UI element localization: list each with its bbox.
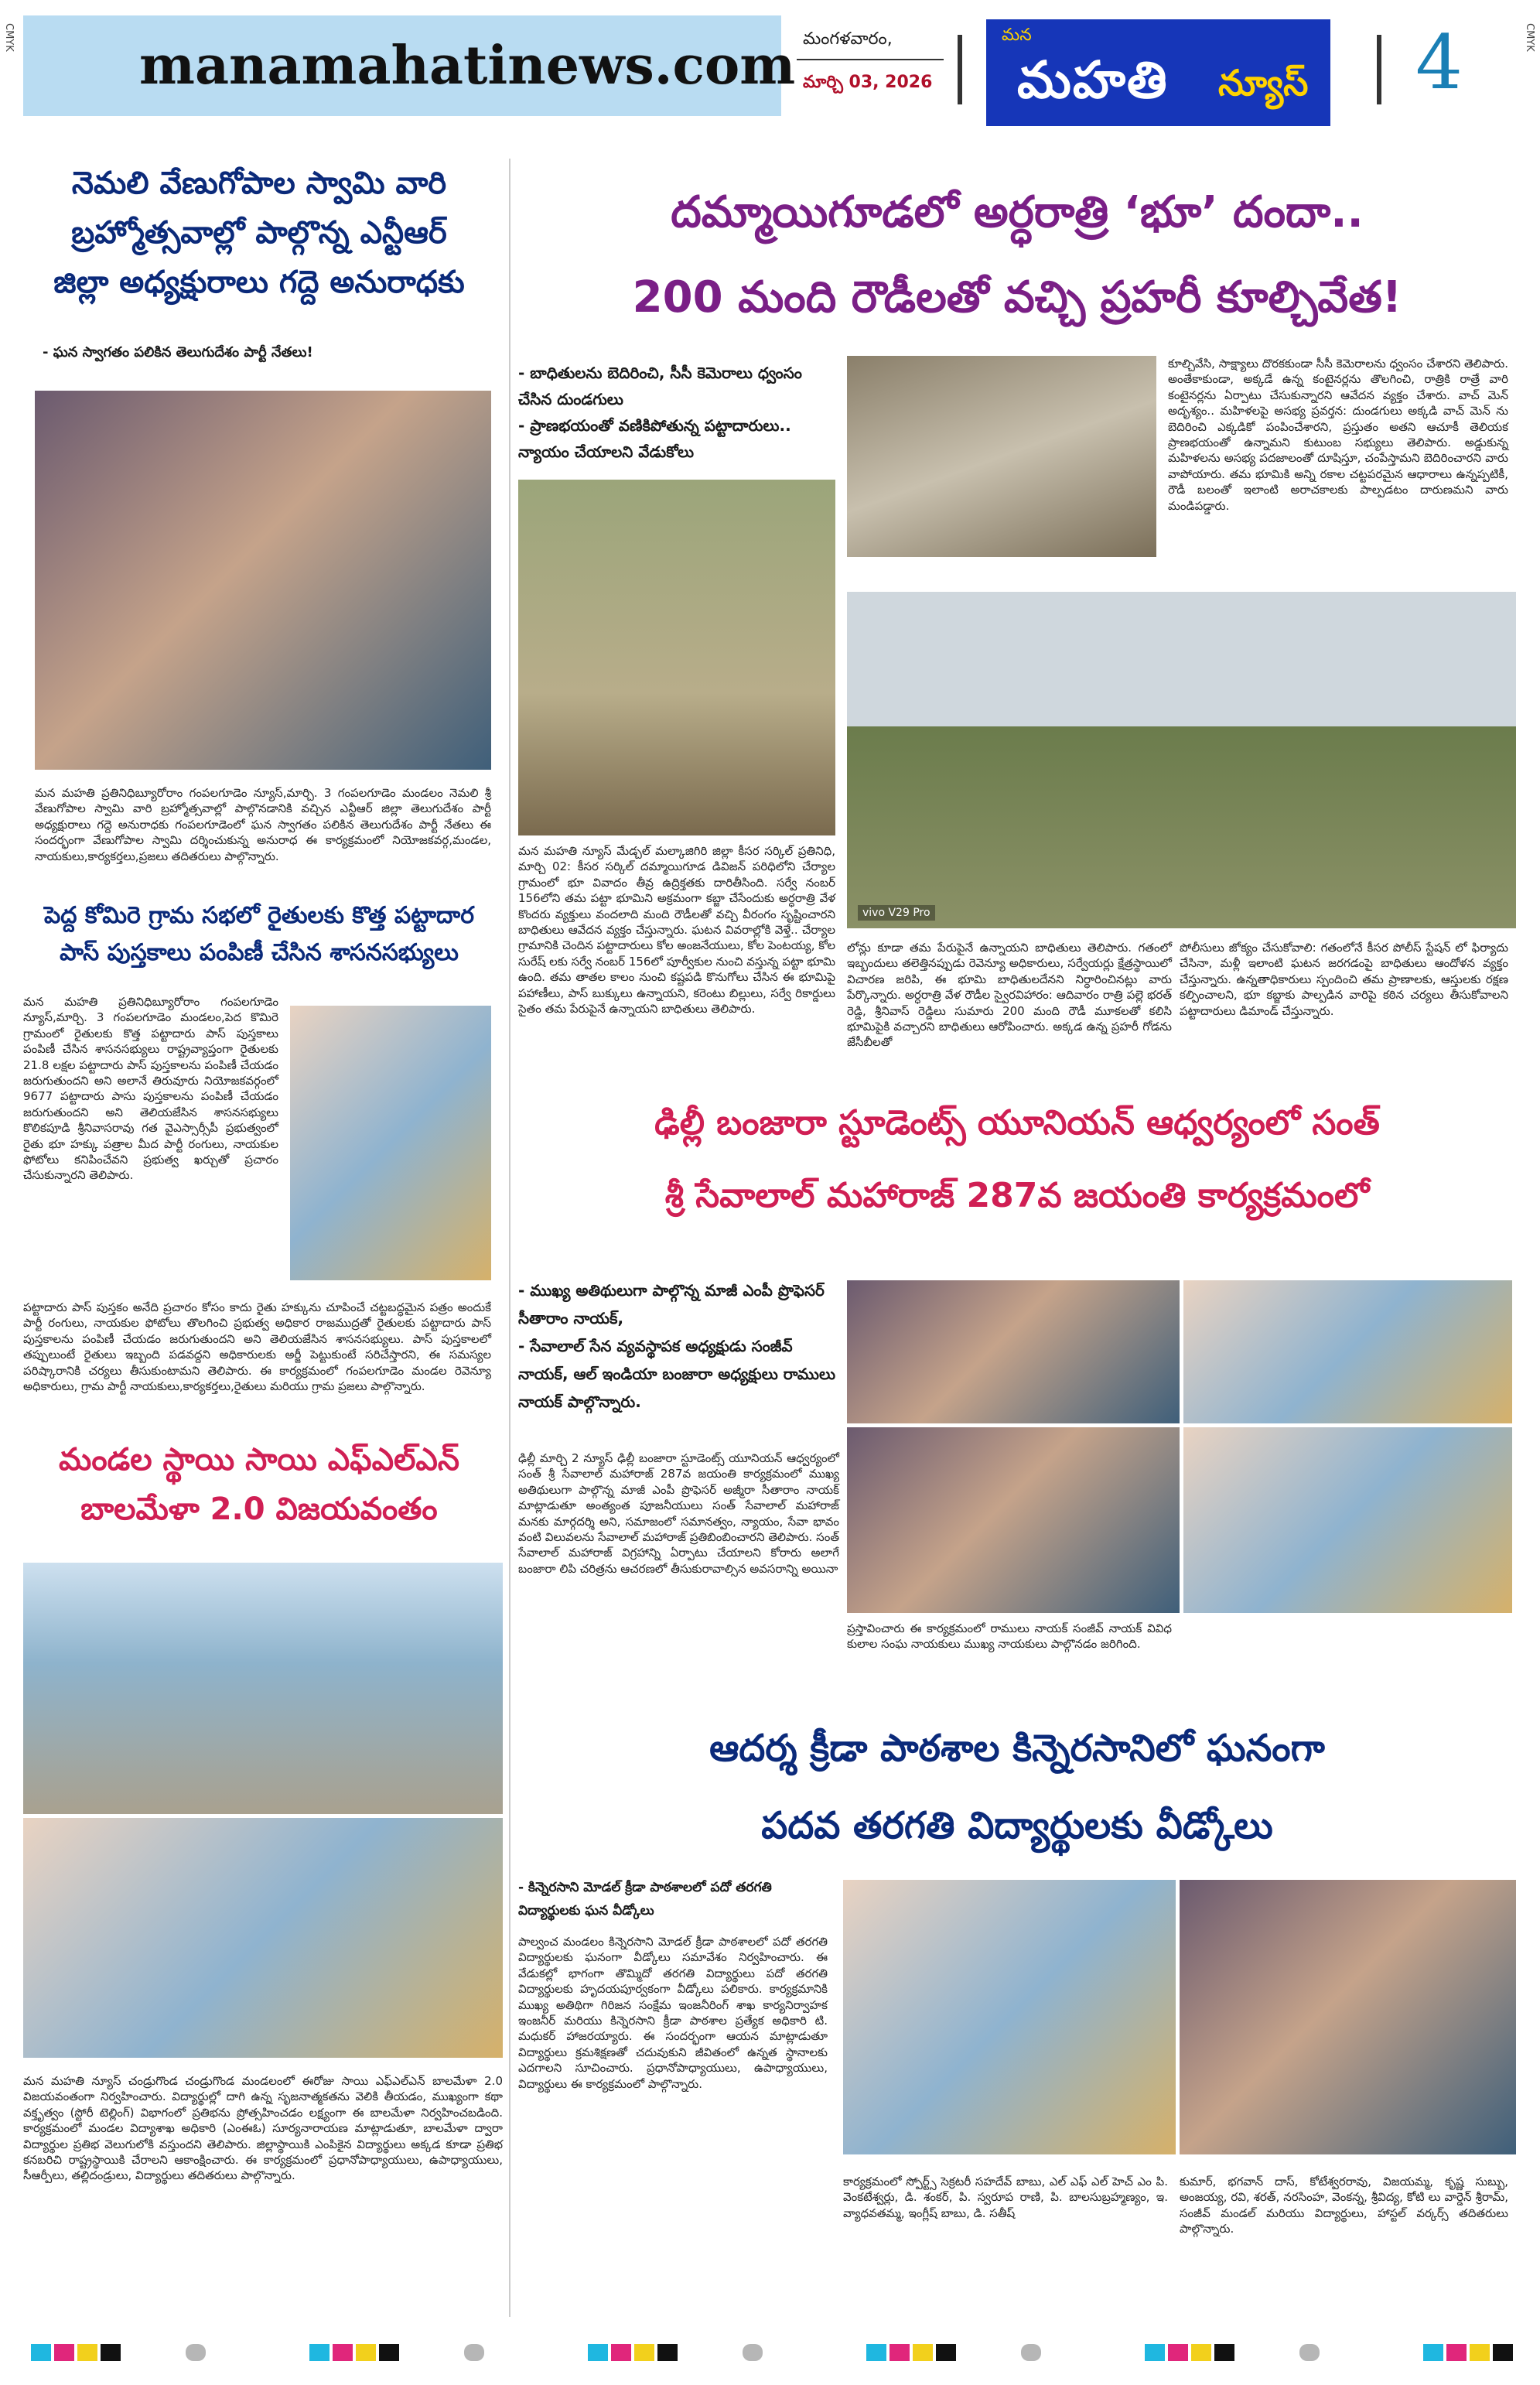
photo-pass-books <box>290 1006 491 1280</box>
reg-mark <box>1168 2344 1188 2361</box>
reg-mark <box>1145 2344 1165 2361</box>
lead-bullet: - ప్రాణభయంతో వణికిపోతున్న పట్టాదారులు.. న్యాయం చేయాలని వేడుకోలు <box>518 416 791 461</box>
date-day: మంగళవారం, <box>797 23 944 60</box>
article-body-nemali: మన మహతి ప్రతినిధిబ్యూరోరాం గంపలగూడెం న్యూస్,మార్చి. 3 గంపలగూడెం మండలం నెమలి శ్రీ వేణుగోపాల స్వామి వారి బ్రహ్మోత్సవాల్లో పాల్గొనడానికి వచ్చిన ఎన్టీఆర్ జిల్లా తెలుగుదేశం పార్టీ అధ్యక్షురాలు గద్దె అనురాధకు గంపలగూడెంలో ఘన స్వాగతం పలికిన తెలుగుదేశం పార్టీ నేతలు ఈ సందర్భంగా వేణుగోపాల స్వామి దర్శించుకున్న అనురాధ ఈ కార్యక్రమంలో నియోజకవర్గ,మండల, నాయకులు,కార్యకర్తలు,ప్రజలు తదితరులు పాల్గొన్నారు. <box>35 786 491 863</box>
header-divider <box>1377 35 1381 104</box>
reg-mark <box>1493 2344 1513 2361</box>
reg-mark <box>743 2344 763 2361</box>
date-box <box>797 23 944 108</box>
reg-mark <box>634 2344 654 2361</box>
sevalal-bullet: - సేవాలాల్ సేన వ్యవస్థాపక అధ్యక్షుడు సంజీవ్ నాయక్, ఆల్ ఇండియా బంజారా అధ్యక్షులు రాములు నాయక్ పాల్గొన్నారు. <box>518 1337 836 1411</box>
headline-line: శ్రీ సేవాలాల్ మహారాజ్ 287వ జయంతి కార్యక్రమంలో <box>664 1176 1370 1215</box>
photo-victims-group <box>847 592 1516 928</box>
reg-mark <box>101 2344 121 2361</box>
photo-demolished-wall-field <box>518 480 835 835</box>
article-body-farewell-cont-2: కుమార్, భగవాన్ దాస్, కోటేశ్వరరావు, విజయమ్మ, కృష్ణ సుబ్బు, అంజయ్య, రవి, శరత్, నరసింహ, వెంకన్న, శ్రీవిద్య, కోటి లు వార్డెన్ శ్రీరామ్, సంజీవ్ మండల్ మరియు విద్యార్థులు, హాస్టల్ వర్కర్స్ తదితరులు పాల్గొన్నారు. <box>1180 2175 1508 2236</box>
print-registration-strip <box>0 2344 1540 2367</box>
lead-headline[interactable] <box>518 170 1516 340</box>
article-headline-farewell[interactable] <box>518 1710 1516 1864</box>
article-headline-nemali[interactable] <box>23 159 495 307</box>
article-body-pass-books-cont: పట్టాదారు పాస్ పుస్తకం అనేది ప్రచారం కోసం కాదు రైతు హక్కును చూపించే చట్టబద్ధమైన పత్రం అందుకే పార్టీ రంగులు, నాయకుల ఫోటోలు తొలగించి ప్రభుత్వ అధికార రాజముద్రతో రైతులకు పట్టాదారు పాస్ పుస్తకాలను పంపిణీ చేయడం జరుగుతుందని అని తెలియజేసిన శాసనసభ్యులు. పాస్ పుస్తకాలలో తప్పులుంటే రైతులు ఇబ్బంది పడవద్దని అధికారులకు అర్జీ పెట్టుకుంటే సరిచేస్తారని, ఈ సమస్యల పరిష్కారానికి చర్యలు తీసుకుంటామని తెలిపారు. ఈ కార్యక్రమంలో గంపలగూడెం మండల రెవెన్యూ అధికారులు, గ్రామ పార్టీ నాయకులు,కార్యకర్తలు,రైతులు మరియు గ్రామ ప్రజలు పాల్గొన్నారు. <box>23 1300 491 1394</box>
reg-mark <box>464 2344 484 2361</box>
article-headline-pass-books[interactable] <box>23 897 495 972</box>
reg-mark <box>588 2344 608 2361</box>
article-body-balamela: మన మహతి న్యూస్ చండ్రుగొండ చండ్రుగొండ మండలంలో ఈరోజు సాయి ఎఫ్ఎల్ఎన్ బాలమేళా 2.0 విజయవంతంగా నిర్వహించారు. విద్యార్థుల్లో దాగి ఉన్న సృజనాత్మకతను వెలికి తీయడం, ముఖ్యంగా కథా వక్తృత్వం (స్టోరీ టెల్లింగ్) విభాగంలో ప్రతిభను ప్రోత్సహించడం లక్ష్యంగా ఈ బాలమేళా నిర్వహించబడింది. కార్యక్రమంలో మండల విద్యాశాఖ అధికారి (ఎంఈఓ) సూర్యనారాయణ మాట్లాడుతూ, బాలమేళా ద్వారా విద్యార్థుల ప్రతిభ వెలుగులోకి వస్తుందని తెలిపారు. జిల్లాస్థాయికి ఎంపికైన విద్యార్థులు అక్కడ కూడా ప్రతిభ కనబరిచి రాష్ట్రస్థాయికి చేరాలని ఆకాంక్షించారు. ఈ కార్యక్రమంలో ప్రధానోపాధ్యాయులు, ఉపాధ్యాయులు, సీఆర్పీలు, తల్లిదండ్రులు, విద్యార్థులు తదితరులు పాల్గొన్నారు. <box>23 2074 503 2183</box>
reg-mark <box>1021 2344 1041 2361</box>
reg-mark <box>1191 2344 1211 2361</box>
date-value: మార్చి 03, 2026 <box>803 73 933 92</box>
lead-body-4: పోలీసులు జోక్యం చేసుకోవాలి: గతంలోనే కీసర పోలీస్ స్టేషన్ లో ఫిర్యాదు చేసినా, మళ్లీ ఇలాంటి ఘటన జరగడంపై బాధితులు ఆందోళన వ్యక్తం చేస్తున్నారు. ఉన్నతాధికారులు స్పందించి తమ ప్రాణాలకు, ఆస్తులకు రక్షణ కల్పించాలని, భూ కబ్జాకు పాల్పడిన వారిపై కఠిన చర్యలు తీసుకోవాలని పట్టాదారులు డిమాండ్ చేస్తున్నారు. <box>1180 941 1508 1018</box>
photo-farewell-1 <box>843 1880 1176 2154</box>
cmyk-mark: CMYK <box>3 23 15 52</box>
photo-sevalal-3 <box>847 1427 1180 1613</box>
lead-body-2: కూల్చివేసి, సాక్ష్యాలు దొరకకుండా సీసీ కెమెరాలను ధ్వంసం చేశారని తెలిపారు. అంతేకాకుండా, అక్కడే ఉన్న కంటైనర్లను తొలగించి, రాత్రికి రాత్రే వారి కంటైనర్లను ఏర్పాటు చేసుకున్నారని ఆవేదన వ్యక్తం చేశారు. వాచ్ మెన్ అదృశ్యం.. మహిళలపై అసభ్య ప్రవర్తన: దుండగులు అక్కడి వాచ్ మెన్ ను బెదిరించి ఎక్కడికో పంపించేశారని, ప్రస్తుతం అతని ఆచూకీ తెలియక ప్రాణభయంతో ఉన్నామని కుటుంబ సభ్యులు తెలిపారు. అడ్డుకున్న మహిళలను అసభ్య పదజాలంతో దూషిస్తూ, చంపేస్తామని బెదిరించారని వారు వాపోయారు. తమ భూమికి అన్ని రకాల చట్టపరమైన ఆధారాలు ఉన్నప్పటికీ, రౌడీ బలంతో ఇలాంటి అరాచకాలకు పాల్పడటం దారుణమని వారు మండిపడ్డారు. <box>1168 357 1508 513</box>
logo-tail-text: న్యూస్ <box>1218 62 1309 104</box>
lead-body-3: లోన్లు కూడా తమ పేరుపైనే ఉన్నాయని బాధితులు తెలిపారు. గతంలో ఇబ్బందులు తలెత్తినప్పుడు రెవెన్యూ అధికారులు, సర్వేయర్లు క్షేత్రస్థాయిలో విచారణ జరిపి, ఈ భూమి బాధితులదేనని నిర్ధారించినట్లు వారు పేర్కొన్నారు. అర్ధరాత్రి వేళ రౌడీల స్వైరవిహారం: ఆదివారం రాత్రి పల్లె భరత్ రెడ్డి, శ్రీనివాస్ రెడ్డిలు సుమారు 200 మంది రౌడీ మూకలతో కలిసి భూమిపైకి వచ్చారని బాధితులు ఆరోపించారు. అక్కడ ఉన్న ప్రహరీ గోడను జేసీబీలతో <box>847 941 1172 1050</box>
reg-mark <box>1470 2344 1490 2361</box>
photo-balamela-event <box>23 1818 503 2058</box>
article-body-pass-books: మన మహతి ప్రతినిధిబ్యూరోరాం గంపలగూడెం న్యూస్,మార్చి. 3 గంపలగూడెం మండలం,పెద కొమిరె గ్రామంలో రైతులకు కొత్త పట్టాదారు పాస్ పుస్తకాలు పంపిణీ చేసిన శాసనసభ్యులు రాష్ట్రవ్యాప్తంగా రైతులకు 21.8 లక్షల పట్టాదారు పాస్ పుస్తకాలను పంపిణీ చేయడం జరుగుతుందని అని అలానే తిరువూరు నియోజకవర్గంలో 9677 పట్టాదారు పాసు పుస్తకాలను పంపిణీ చేయడం జరుగుతుందని అని తెలియజేసిన శాసనసభ్యులు కొలికపూడి శ్రీనివాసరావు గత వైఎస్సార్సీపీ ప్రభుత్వంలో రైతు భూ హక్కు పత్రాల మీద పార్టీ రంగులు, నాయకుల ఫోటోలు కనిపించేవని ప్రభుత్వ ఖర్చుతో ప్రచారం చేసుకున్నారని తెలిపారు. <box>23 995 278 1183</box>
reg-mark <box>309 2344 330 2361</box>
lead-body: మన మహతి న్యూస్ మేడ్చల్ మల్కాజిగిరి జిల్లా కీసర సర్కిల్ ప్రతినిధి, మార్చి 02: కీసర సర్కిల్ దమ్మాయిగూడ డివిజన్ పరిధిలోని చేర్యాల గ్రామంలో భూ వివాదం తీవ్ర ఉద్రిక్తతకు దారితీసింది. సర్వే నంబర్ 156లోని తమ పట్టా భూమిని అక్రమంగా కబ్జా చేసేందుకు అర్ధరాత్రి వేళ కొందరు వ్యక్తులు వందలాది మంది రౌడీలతో వచ్చి వీరంగం సృష్టించారని బాధితులు ఆవేదన వ్యక్తం చేస్తున్నారు. ఘటన వివరాల్లోకి వెళ్తే.. చేర్యాల గ్రామానికి చెందిన పట్టాదారులు కోల అంజనేయులు, కోల పెంటయ్య, కోల సురేష్ లకు సర్వే నంబర్ 156లో పూర్వీకుల నుంచి వస్తున్న పట్టా భూమి ఉంది. తమ తాతల కాలం నుంచి కష్టపడి కొనుగోలు చేసిన ఈ భూమిపై పహాణీలు, పాస్ బుక్కులు ఉన్నాయని, కరెంటు బిల్లులు, సర్వే రికార్డులు సైతం తమ పేరుపైనే ఉన్నాయని బాధితులు తెలిపారు. <box>518 844 835 1017</box>
headline-line: ఢిల్లీ బంజారా స్టూడెంట్స్ యూనియన్ ఆధ్వర్యంలో సంత్ <box>654 1103 1380 1143</box>
lead-bullet: - బాధితులను బెదిరించి, సీసీ కెమెరాలు ధ్వంసం చేసిన దుండగులు <box>518 364 802 408</box>
logo-main-text: మహతి <box>1017 50 1169 110</box>
reg-mark <box>77 2344 97 2361</box>
headline-line: బాలమేళా 2.0 విజయవంతం <box>80 1491 438 1527</box>
article-bullet: - ఘన స్వాగతం పలికిన తెలుగుదేశం పార్టీ నేతలు! <box>43 344 313 360</box>
reg-mark <box>333 2344 353 2361</box>
headline-line: నెమలి వేణుగోపాల స్వామి వారి <box>71 166 447 201</box>
farewell-bullet: - కిన్నెరసాని మోడల్ క్రీడా పాఠశాలలో పదో తరగతి విద్యార్థులకు ఘన వీడ్కోలు <box>518 1880 772 1919</box>
reg-mark <box>913 2344 933 2361</box>
headline-line: బ్రహ్మోత్సవాల్లో పాల్గొన్న ఎన్టీఆర్ <box>71 215 447 251</box>
reg-mark <box>1299 2344 1320 2361</box>
photo-balamela-school <box>23 1563 503 1814</box>
logo-small-text: మన <box>1002 26 1032 45</box>
headline-line: 200 మంది రౌడీలతో వచ్చి ప్రహరీ కూల్చివేత! <box>632 272 1402 323</box>
headline-line: పదవ తరగతి విద్యార్థులకు వీడ్కోలు <box>761 1804 1273 1847</box>
reg-mark <box>356 2344 376 2361</box>
photo-sevalal-2 <box>1183 1280 1512 1423</box>
reg-mark <box>54 2344 74 2361</box>
reg-mark <box>936 2344 956 2361</box>
masthead-logo[interactable] <box>986 19 1330 126</box>
headline-line: మండల స్థాయి సాయి ఎఫ్ఎల్ఎన్ <box>59 1442 459 1478</box>
reg-mark <box>186 2344 206 2361</box>
headline-line: పాస్ పుస్తకాలు పంపిణీ చేసిన శాసనసభ్యులు <box>60 939 459 966</box>
reg-mark <box>866 2344 886 2361</box>
article-body-sevalal: ఢిల్లీ మార్చి 2 న్యూస్ ఢిల్లీ బంజారా స్టూడెంట్స్ యూనియన్ ఆధ్వర్యంలో సంత్ శ్రీ సేవాలాల్ మహారాజ్ 287వ జయంతి కార్యక్రమంలో ముఖ్య అతిథులుగా పాల్గొన్న మాజీ ఎంపీ ప్రొఫెసర్ అజ్మీరా సీతారాం నాయక్ మాట్లాడుతూ అంత్యంత పూజనీయులు సంత్ సేవాలాల్ మహారాజ్ మనకు మార్గదర్శి అని, సమాజంలో సమానత్వం, న్యాయం, సేవా భావం వంటి విలువలను సేవాలాల్ మహారాజ్ ప్రతిబింబించారని తెలిపారు. సంత్ సేవాలాల్ మహారాజ్ విగ్రహాన్ని ఏర్పాటు చేయాలని కోరారు అలాగే బంజారా లిపి చరిత్రను ఆచరణలో తీసుకురావాల్సిన అవసరాన్ని అయినా <box>518 1451 839 1576</box>
article-body-sevalal-cont: ప్రస్తావించారు ఈ కార్యక్రమంలో రాములు నాయక్ సంజీవ్ నాయక్ వివిధ కులాల సంఘ నాయకులు ముఖ్య నాయకులు పాల్గొనడం జరిగింది. <box>847 1621 1172 1652</box>
headline-line: దమ్మాయిగూడలో అర్ధరాత్రి ‘భూ’ దందా.. <box>671 187 1364 237</box>
lead-bullets <box>518 360 835 465</box>
article-body-farewell-cont: కార్యక్రమంలో స్పోర్ట్స్ సెక్రటరీ సహదేవ్ బాబు, ఎల్ ఎఫ్ ఎల్ హెచ్ ఎం పి. వెంకటేశ్వర్లు, డి. శంకర్, పి. స్వరూప రాణి, పి. బాలసుబ్రహ్మణ్యం, ఇ. వ్యాధవతమ్మ, ఇంగ్లీష్ బాబు, డి. సతీష్ <box>843 2175 1168 2220</box>
article-body-farewell: పాల్వంచ మండలం కిన్నెరసాని మోడల్ క్రీడా పాఠశాలలో పదో తరగతి విద్యార్థులకు ఘనంగా వీడ్కోలు సమావేశం నిర్వహించారు. ఈ వేడుకల్లో భాగంగా తొమ్మిదో తరగతి విద్యార్థులు పదో తరగతి విద్యార్థులకు హృదయపూర్వకంగా వీడ్కోలు పలికారు. కార్యక్రమానికి ముఖ్య అతిథిగా గిరిజన సంక్షేమ ఇంజనీరింగ్ శాఖ కార్యనిర్వాహక ఇంజనీర్ మరియు కిన్నెరసాని క్రీడా పాఠశాల ప్రత్యేక అధికారి టి. మధుకర్ హాజరయ్యారు. ఈ సందర్భంగా ఆయన మాట్లాడుతూ విద్యార్థులు క్రమశిక్షణతో చదువుకుని జీవితంలో ఉన్నత స్థానాలకు ఎదగాలని సూచించారు. ప్రధానోపాధ్యాయులు, ఉపాధ్యాయులు, విద్యార్థులు ఈ కార్యక్రమంలో పాల్గొన్నారు. <box>518 1935 828 2091</box>
article-headline-sevalal[interactable] <box>518 1087 1516 1232</box>
photo-farewell-2 <box>1180 1880 1516 2154</box>
headline-line: జిల్లా అధ్యక్షురాలు గద్దె అనురాధకు <box>53 265 465 300</box>
reg-mark <box>379 2344 399 2361</box>
cmyk-mark: CMYK <box>1524 23 1535 52</box>
photo-nemali-festival <box>35 391 491 770</box>
reg-mark <box>1446 2344 1467 2361</box>
headline-line: ఆదర్శ క్రీడా పాఠశాల కిన్నెరసానిలో ఘనంగా <box>709 1727 1325 1770</box>
header-divider <box>958 35 962 104</box>
sevalal-bullets <box>518 1276 839 1416</box>
photo-rubble <box>847 356 1156 557</box>
article-headline-balamela[interactable] <box>23 1435 495 1534</box>
site-name[interactable]: manamahatinews.com <box>139 35 796 97</box>
headline-line: పెద్ద కోమిరె గ్రామ సభలో రైతులకు కొత్త పట్టాదార <box>43 902 475 929</box>
page-number: 4 <box>1415 19 1463 106</box>
reg-mark <box>657 2344 678 2361</box>
reg-mark <box>890 2344 910 2361</box>
reg-mark <box>31 2344 51 2361</box>
photo-caption: vivo V29 Pro <box>858 905 935 921</box>
photo-sevalal-4 <box>1183 1427 1512 1613</box>
sevalal-bullet: - ముఖ్య అతిథులుగా పాల్గొన్న మాజీ ఎంపీ ప్రొఫెసర్ సీతారాం నాయక్, <box>518 1281 825 1327</box>
reg-mark <box>611 2344 631 2361</box>
reg-mark <box>1423 2344 1443 2361</box>
reg-mark <box>1214 2344 1234 2361</box>
column-divider <box>509 159 510 2317</box>
photo-sevalal-1 <box>847 1280 1180 1423</box>
